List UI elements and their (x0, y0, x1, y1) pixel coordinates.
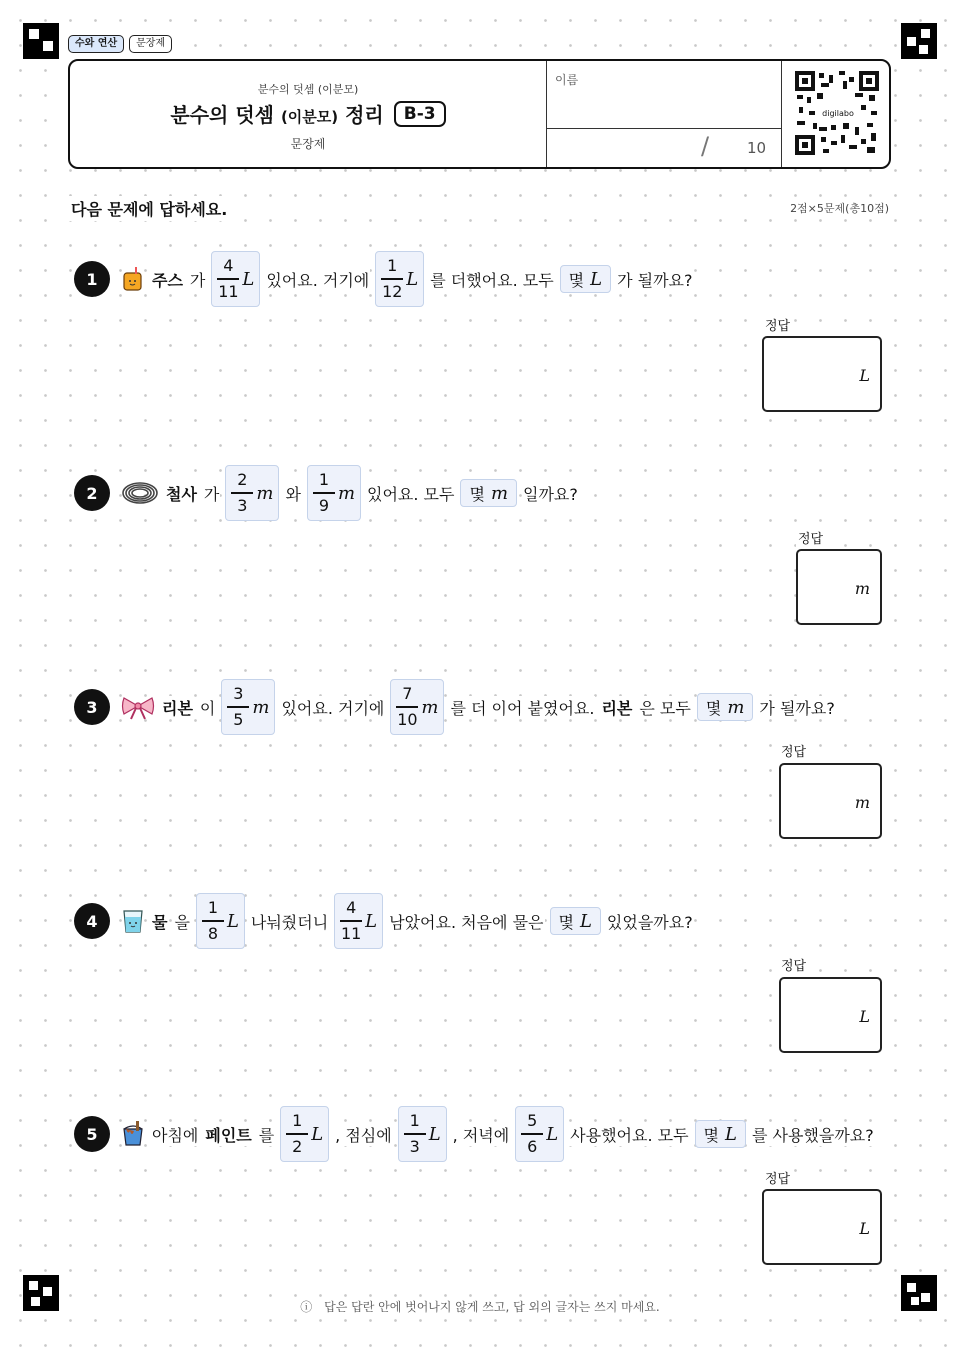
problem-number: 4 (74, 903, 110, 939)
denominator: 8 (207, 923, 219, 943)
sentence-text: 나눠줬더니 (250, 910, 329, 933)
unit-label: L (579, 910, 592, 932)
fraction-quantity (515, 1106, 564, 1162)
answer-label-5: 정답 (763, 1168, 792, 1187)
sentence-text: 있어요. 거기에 (280, 696, 385, 719)
unit-label: m (252, 696, 270, 718)
unit-label: m (337, 482, 356, 504)
keyword-text: 철사 (165, 482, 198, 505)
question-quantity (697, 693, 754, 721)
unit-label: L (311, 1123, 324, 1145)
answer-box-2[interactable] (796, 549, 882, 625)
question-quantity (695, 1120, 746, 1148)
answer-box-3[interactable] (779, 763, 882, 839)
fraction-bar (404, 1133, 426, 1135)
question-quantity (560, 265, 611, 293)
problem-number: 3 (74, 689, 110, 725)
unit-label: L (590, 268, 603, 290)
question-word: 몇 (469, 484, 485, 504)
fraction-quantity (307, 465, 361, 521)
sentence-text: 를 더 이어 붙였어요. (449, 696, 595, 719)
answer-label-4: 정답 (779, 955, 808, 974)
fraction-quantity (280, 1106, 329, 1162)
question-quantity (460, 479, 517, 507)
problem-text (120, 1090, 875, 1178)
answer-unit: m (854, 579, 870, 598)
registration-marker-top-left (23, 23, 59, 59)
tag-type: 문장제 (129, 35, 172, 53)
sentence-text: 가 (203, 482, 220, 505)
numerator: 1 (318, 470, 330, 490)
fraction-bar (313, 492, 335, 494)
denominator: 10 (397, 709, 418, 729)
answer-unit: L (859, 1007, 870, 1026)
worksheet-header (68, 59, 891, 169)
unit-label: L (546, 1123, 559, 1145)
header-subtitle: 분수의 덧셈 (이분모) (257, 83, 359, 96)
ribbon-bow-icon (120, 694, 156, 720)
denominator: 11 (340, 923, 362, 943)
fraction-bar (396, 706, 418, 708)
fraction-quantity (221, 679, 275, 735)
tag-subject: 수와 연산 (68, 35, 124, 53)
name-score-area (546, 61, 782, 167)
numerator: 1 (292, 1111, 303, 1131)
problem-text (120, 663, 836, 751)
numerator: 3 (233, 684, 244, 704)
fraction (521, 1111, 543, 1157)
sentence-text: 사용했어요. 모두 (569, 1123, 689, 1146)
header-title (70, 99, 546, 128)
answer-box-4[interactable] (779, 977, 882, 1053)
numerator: 4 (223, 256, 234, 276)
denominator: 5 (233, 709, 244, 729)
answer-label-1: 정답 (763, 315, 792, 334)
answer-unit: L (859, 1219, 870, 1238)
water-glass-icon (120, 908, 146, 934)
score-total: 10 (747, 139, 767, 157)
unit-label: m (256, 482, 274, 504)
unit-label: L (725, 1123, 737, 1145)
footer-text: 답은 답란 안에 벗어나지 않게 쓰고, 답 외의 글자는 쓰지 마세요. (320, 1299, 664, 1315)
denominator: 2 (292, 1136, 303, 1156)
score-slash: / (701, 132, 710, 160)
sentence-text: 을 (173, 910, 190, 933)
numerator: 7 (402, 684, 413, 704)
fraction (381, 256, 403, 302)
numerator: 4 (346, 898, 357, 918)
fraction-bar (231, 492, 253, 494)
fraction-bar (217, 278, 239, 280)
unit-label: L (242, 268, 255, 290)
problem-number: 2 (74, 475, 110, 511)
category-tags (68, 35, 172, 53)
question-word: 몇 (568, 270, 585, 290)
problem-text (120, 235, 694, 323)
sentence-text: 를 더했어요. 모두 (429, 268, 554, 291)
fraction (231, 470, 253, 516)
denominator: 11 (218, 281, 239, 301)
registration-marker-top-right (901, 23, 937, 59)
keyword-text: 리본 (600, 696, 633, 719)
fraction (313, 470, 335, 516)
sentence-text: 와 (284, 482, 301, 505)
unit-label: m (421, 696, 439, 718)
worksheet-code: B-3 (394, 101, 446, 127)
fraction-bar (202, 920, 224, 922)
question-word: 몇 (703, 1125, 720, 1145)
fraction-bar (381, 278, 403, 280)
fraction-bar (521, 1133, 543, 1135)
question-quantity (550, 907, 601, 935)
wire-coil-icon (120, 480, 160, 506)
instruction-text: 다음 문제에 답하세요. (68, 196, 230, 221)
sentence-text: 은 모두 (638, 696, 691, 719)
fraction (396, 684, 418, 730)
fraction (217, 256, 239, 302)
problem-number: 1 (74, 261, 110, 297)
fraction (286, 1111, 308, 1157)
numerator: 2 (237, 470, 248, 490)
points-info: 2점×5문제(총10점) (787, 199, 892, 217)
denominator: 12 (382, 281, 403, 301)
paint-bucket-icon (120, 1121, 146, 1147)
sentence-text: 아침에 (151, 1123, 199, 1146)
fraction-quantity (334, 893, 383, 949)
fraction (340, 898, 362, 944)
problem-text (120, 449, 579, 537)
fraction (404, 1111, 426, 1157)
title-main: 분수의 덧셈 (170, 103, 274, 127)
answer-label-3: 정답 (779, 741, 808, 760)
unit-label: m (490, 482, 509, 504)
title-end: 정리 (345, 103, 384, 127)
fraction (202, 898, 224, 944)
info-icon: ⓘ (296, 1299, 316, 1315)
keyword-text: 리본 (161, 696, 194, 719)
footer-notice (0, 1298, 960, 1315)
numerator: 1 (207, 898, 219, 918)
fraction-quantity (390, 679, 444, 735)
sentence-text: 있었을까요? (606, 910, 694, 933)
unit-label: L (406, 268, 419, 290)
score-field (547, 129, 781, 169)
question-word: 몇 (705, 698, 722, 718)
name-label: 이름 (555, 73, 579, 87)
sentence-text: 가 될까요? (758, 696, 835, 719)
sentence-text: 있어요. 모두 (366, 482, 455, 505)
keyword-text: 페인트 (204, 1123, 252, 1146)
problem-number: 5 (74, 1116, 110, 1152)
title-paren: (이분모) (280, 108, 339, 126)
answer-box-5[interactable] (762, 1189, 882, 1265)
fraction-bar (286, 1133, 308, 1135)
name-field[interactable] (547, 61, 781, 129)
unit-label: L (226, 910, 239, 932)
denominator: 3 (237, 495, 248, 515)
problem-text (120, 877, 694, 965)
fraction-quantity (398, 1106, 447, 1162)
fraction-quantity (211, 251, 260, 307)
answer-box-1[interactable] (762, 336, 882, 412)
sentence-text: 남았어요. 처음에 물은 (388, 910, 544, 933)
unit-label: m (727, 696, 745, 718)
unit-label: L (365, 910, 378, 932)
sentence-text: 가 (189, 268, 206, 291)
qr-label: digilabo (822, 109, 854, 118)
denominator: 3 (409, 1136, 420, 1156)
answer-label-2: 정답 (796, 528, 825, 547)
question-word: 몇 (558, 912, 574, 932)
denominator: 9 (318, 495, 330, 515)
fraction-quantity (225, 465, 279, 521)
numerator: 1 (387, 256, 398, 276)
fraction (227, 684, 249, 730)
fraction-bar (227, 706, 249, 708)
fraction-quantity (375, 251, 424, 307)
keyword-text: 물 (151, 910, 168, 933)
juice-box-icon (120, 266, 146, 292)
header-kind: 문장제 (290, 137, 326, 151)
sentence-text: 이 (199, 696, 216, 719)
fraction-quantity (196, 893, 245, 949)
sentence-text: 있어요. 거기에 (265, 268, 370, 291)
sentence-text: 를 사용했을까요? (751, 1123, 875, 1146)
qr-code-icon (795, 71, 879, 155)
sentence-text: 를 (258, 1123, 275, 1146)
header-title-area (70, 61, 546, 167)
sentence-text: 일까요? (522, 482, 579, 505)
answer-unit: L (859, 366, 870, 385)
denominator: 6 (527, 1136, 538, 1156)
sentence-text: , 점심에 (334, 1123, 393, 1146)
fraction-bar (340, 920, 362, 922)
sentence-text: , 저녁에 (452, 1123, 511, 1146)
numerator: 5 (527, 1111, 538, 1131)
answer-unit: m (854, 793, 870, 812)
numerator: 1 (409, 1111, 420, 1131)
unit-label: L (428, 1123, 441, 1145)
keyword-text: 주스 (151, 268, 184, 291)
sentence-text: 가 될까요? (616, 268, 693, 291)
